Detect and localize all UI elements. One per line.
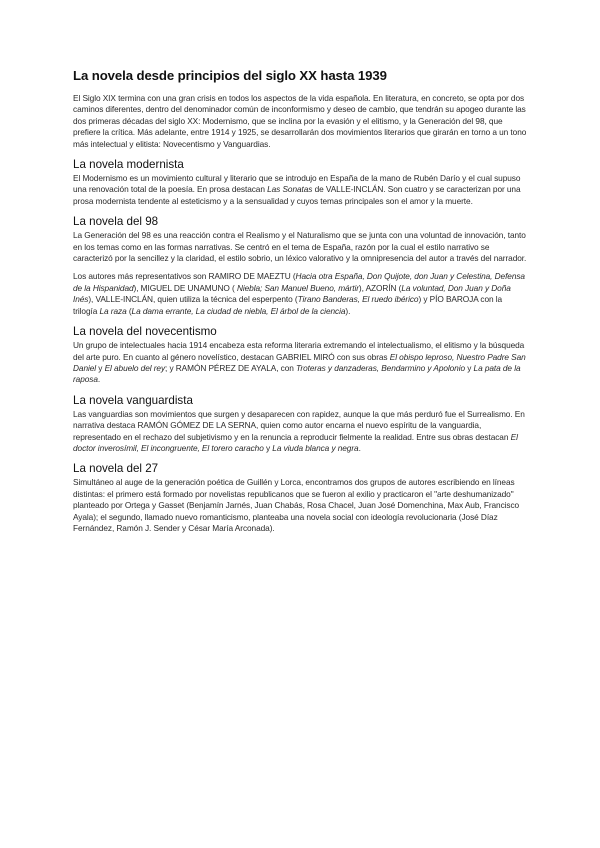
document-page xyxy=(73,68,528,542)
document-title: La novela desde principios del siglo XX hasta 1939 xyxy=(73,68,387,83)
section-paragraph: La Generación del 98 es una reacción contra el Realismo y el Naturalismo que se junta con una voluntad de innovación, tanto en los temas como en las formas narrativas. Se centró en el tema de España, razón por la cual el estilo narrativo se caracterizó por la sencillez y la claridad, el estilo sobrio, un léxico valorativo y la omnipresencia del autor a través del narrador. xyxy=(73,230,527,264)
section-heading: La novela del 98 xyxy=(73,215,159,229)
section-heading: La novela vanguardista xyxy=(73,393,193,407)
section-paragraph: El Modernismo es un movimiento cultural y literario que se introdujo en España de la mano de Rubén Darío y el cual supuso una renovación total de la poesía. En prosa destacan Las Sonatas de VALLE-INCLÁN. Son cuatro y se caracterizan por una prosa modernista tendente al esteticismo y a la sensualidad y cuyos temas principales son el amor y la muerte. xyxy=(73,173,521,206)
section-heading: La novela modernista xyxy=(73,158,184,172)
section-paragraph: Un grupo de intelectuales hacia 1914 encabeza esta reforma literaria extremando el intelectualismo, el elitismo y la búsqueda del arte puro. En cuanto al género novelístico, destacan GABRIEL MIRÓ con sus obras El obispo leproso, Nuestro Padre San Daniel y El abuelo del rey; y RAMÓN PÉREZ DE AYALA, con Troteras y danzaderas, Bendarmino y Apolonio y La pata de la raposa. xyxy=(73,340,526,385)
section-98 xyxy=(73,215,528,317)
section-paragraph: Los autores más representativos son RAMIRO DE MAEZTU (Hacia otra España, Don Quijote, don Juan y Celestina, Defensa de la Hispanidad), MIGUEL DE UNAMUNO ( Niebla; San Manuel Bueno, mártir), AZORÍN (La voluntad, Don Juan y Doña Inés), VALLE-INCLÁN, quien utiliza la técnica del esperpento (Tirano Banderas, El ruedo ibérico) y PÍO BAROJA con la trilogía La raza (La dama errante, La ciudad de niebla, El árbol de la ciencia). xyxy=(73,271,525,316)
section-27 xyxy=(73,462,528,534)
section-heading: La novela del 27 xyxy=(73,462,159,476)
section-heading: La novela del novecentismo xyxy=(73,325,217,339)
section-paragraph: Las vanguardias son movimientos que surgen y desaparecen con rapidez, aunque la que más perduró fue el Surrealismo. En narrativa destaca RAMÓN GÓMEZ DE LA SERNA, quien como autor encarna el nuevo espíritu de la vanguardia, representado en el rechazo del subjetivismo y en la renuncia a reproducir fielmente la realidad. Entre sus obras destacan El doctor inverosímil, El incongruente, El torero caracho y La viuda blanca y negra. xyxy=(73,408,525,453)
section-modernista xyxy=(73,158,528,207)
section-vanguardista xyxy=(73,394,528,455)
section-novecentismo xyxy=(73,325,528,386)
intro-section xyxy=(73,93,528,150)
section-paragraph: Simultáneo al auge de la generación poética de Guillén y Lorca, encontramos dos grupos de autores escribiendo en líneas distintas: el primero está formado por novelistas republicanos que se fueron al exilio y practicaron el "arte deshumanizado" planteado por Ortega y Gasset (Benjamín Jarnés, Juan Chabás, Rosa Chacel, Juan José Domenchina, Max Aub, Francisco Ayala); el segundo, llamado nuevo romanticismo, planteaba una novela social con ideología revolucionaria (José Díaz Fernández, Ramón J. Sender y César María Arconada). xyxy=(73,477,520,533)
intro-paragraph: El Siglo XIX termina con una gran crisis en todos los aspectos de la vida española. En literatura, en concreto, se opta por dos caminos diferentes, dentro del denominador común de inconformismo y deseo de cambio, que tendrán su apogeo durante las dos primeras décadas del siglo XX: Modernismo, que se inclina por la evasión y el elitismo, y la Generación del 98, que prefiere la crítica. Más adelante, entre 1914 y 1925, se desarrollarán dos movimientos literarios que girarán en torno a un tono más intelectual y elitista: Novecentismo y Vanguardias. xyxy=(73,93,527,149)
